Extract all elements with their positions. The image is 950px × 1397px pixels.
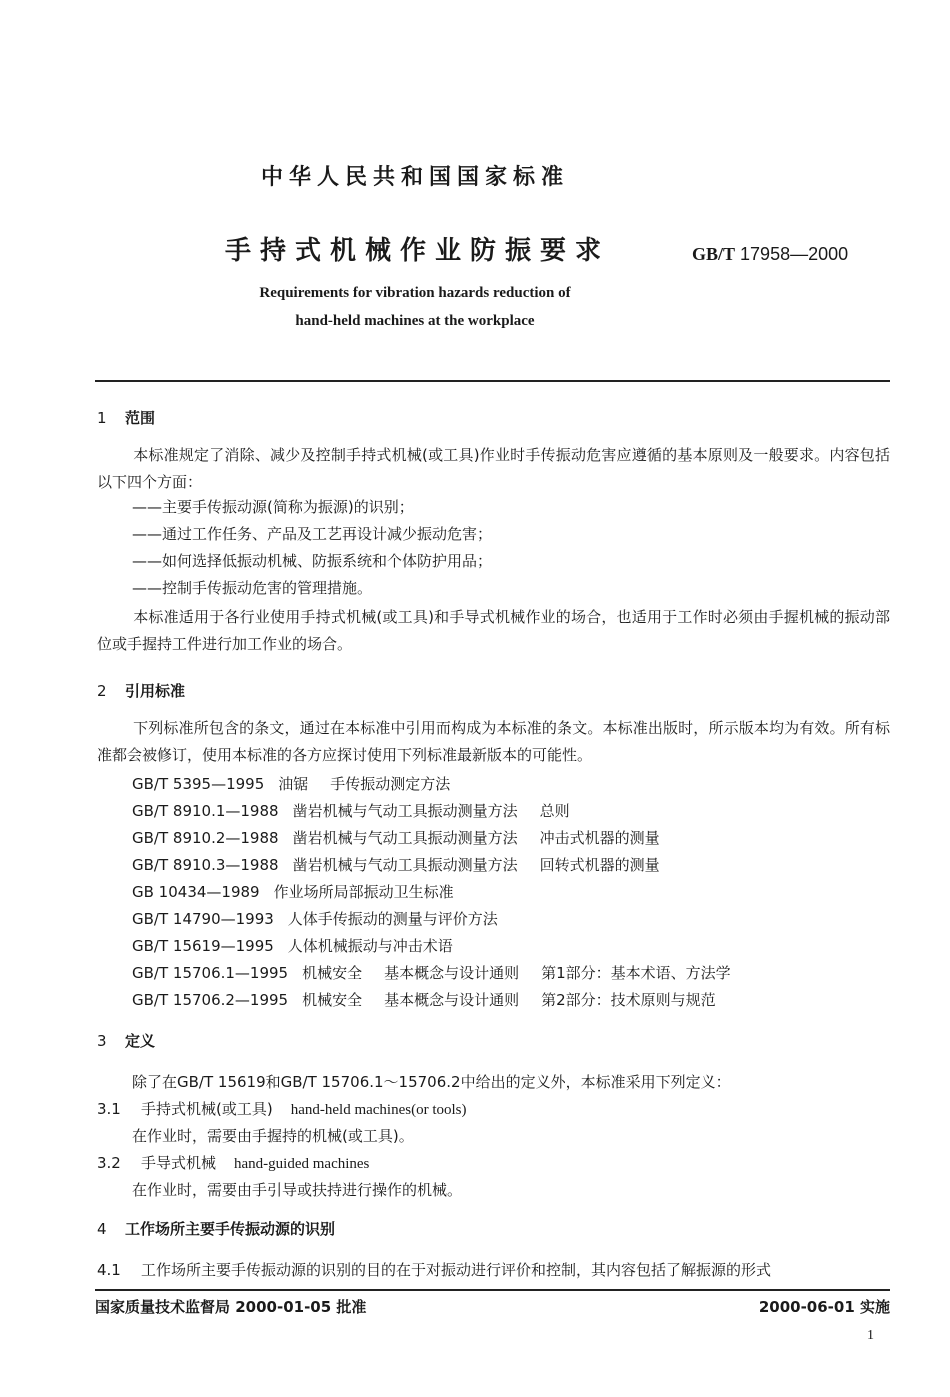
section-1-paragraph-2 <box>97 604 890 658</box>
section-2-paragraph-1 <box>97 715 890 769</box>
paragraph-text: 本标准规定了消除、减少及控制手持式机械(或工具)作业时手传振动危害应遵循的基本原则及一般要求。内容包括以下四个方面： <box>97 446 890 491</box>
standard-title-en-line2: hand-held machines at the workplace <box>295 313 535 329</box>
section-title: 工作场所主要手传振动源的识别 <box>125 1220 336 1238</box>
reference-item <box>132 962 731 983</box>
reference-subtitle: 回转式机器的测量 <box>539 856 660 874</box>
definition-term-en: hand-guided machines <box>234 1156 370 1172</box>
section-number: 2 <box>97 682 107 700</box>
section-title: 定义 <box>125 1032 156 1050</box>
reference-title: 机械安全 <box>302 991 363 1009</box>
reference-title: 机械安全 <box>302 964 363 982</box>
reference-title: 人体机械振动与冲击术语 <box>287 937 453 955</box>
footer-rule <box>95 1289 890 1291</box>
section-3-heading <box>97 1030 155 1051</box>
section-number: 3 <box>97 1032 107 1050</box>
definition-number: 3.1 <box>97 1100 121 1118</box>
reference-item <box>132 989 716 1010</box>
reference-title: 油锯 <box>278 775 309 793</box>
reference-code: GB 10434—1989 <box>132 883 260 901</box>
standard-prefix: GB/T <box>692 244 736 264</box>
reference-code: GB/T 8910.2—1988 <box>132 829 279 847</box>
reference-code: GB/T 15706.1—1995 <box>132 964 289 982</box>
national-standard-heading: 中华人民共和国国家标准 <box>260 165 569 190</box>
definition-term-zh: 手导式机械 <box>141 1154 217 1172</box>
section-title: 范围 <box>125 409 156 427</box>
subsection-text: 工作场所主要手传振动源的识别的目的在于对振动进行评价和控制，其内容包括了解振源的形式 <box>141 1261 772 1279</box>
reference-part: 第2部分：技术原则与规范 <box>541 991 716 1009</box>
reference-subtitle: 总则 <box>539 802 570 820</box>
section-number: 1 <box>97 409 107 427</box>
reference-item <box>132 935 453 956</box>
definition-number: 3.2 <box>97 1154 121 1172</box>
definition-term <box>97 1152 369 1173</box>
reference-part: 第1部分：基本术语、方法学 <box>541 964 731 982</box>
reference-title: 凿岩机械与气动工具振动测量方法 <box>292 856 518 874</box>
reference-title: 凿岩机械与气动工具振动测量方法 <box>292 802 518 820</box>
section-number: 4 <box>97 1220 107 1238</box>
subsection-number: 4.1 <box>97 1261 121 1279</box>
definition-description: 在作业时，需要由手引导或扶持进行操作的机械。 <box>132 1181 463 1199</box>
reference-item <box>132 881 454 902</box>
list-item: ——主要手传振动源(简称为振源)的识别； <box>132 498 414 516</box>
standard-title-en-line1: Requirements for vibration hazards reduction of <box>259 285 571 301</box>
paragraph-text: 下列标准所包含的条文，通过在本标准中引用而构成为本标准的条文。本标准出版时，所示版本均为有效。所有标准都会被修订，使用本标准的各方应探讨使用下列标准最新版本的可能性。 <box>97 719 890 764</box>
reference-item <box>132 827 660 848</box>
reference-code: GB/T 14790—1993 <box>132 910 274 928</box>
list-item: ——控制手传振动危害的管理措施。 <box>132 579 373 597</box>
subsection-4-1 <box>97 1259 771 1280</box>
reference-item <box>132 854 660 875</box>
section-3-intro: 除了在GB/T 15619和GB/T 15706.1～15706.2中给出的定义外，本标准采用下列定义： <box>132 1073 731 1091</box>
reference-item <box>132 773 450 794</box>
reference-title: 作业场所局部振动卫生标准 <box>273 883 454 901</box>
definition-term <box>97 1098 467 1119</box>
definition-description: 在作业时，需要由手握持的机械(或工具)。 <box>132 1127 414 1145</box>
reference-title: 凿岩机械与气动工具振动测量方法 <box>292 829 518 847</box>
effective-line: 2000-06-01 实施 <box>758 1298 890 1316</box>
list-item: ——如何选择低振动机械、防振系统和个体防护用品； <box>132 552 493 570</box>
standard-number <box>692 244 848 265</box>
section-1-heading <box>97 407 155 428</box>
standard-title-zh: 手持式机械作业防振要求 <box>225 236 611 266</box>
definition-term-zh: 手持式机械(或工具) <box>141 1100 273 1118</box>
reference-code: GB/T 5395—1995 <box>132 775 265 793</box>
reference-subtitle: 基本概念与设计通则 <box>384 991 520 1009</box>
list-item: ——通过工作任务、产品及工艺再设计减少振动危害； <box>132 525 493 543</box>
reference-subtitle: 手传振动测定方法 <box>330 775 451 793</box>
definition-term-en: hand-held machines(or tools) <box>290 1102 467 1118</box>
header-rule <box>95 380 890 382</box>
section-1-paragraph-1 <box>97 442 890 496</box>
section-title: 引用标准 <box>125 682 186 700</box>
reference-code: GB/T 15706.2—1995 <box>132 991 289 1009</box>
reference-item <box>132 800 570 821</box>
reference-subtitle: 冲击式机器的测量 <box>539 829 660 847</box>
reference-subtitle: 基本概念与设计通则 <box>384 964 520 982</box>
approval-line: 国家质量技术监督局 2000-01-05 批准 <box>95 1298 367 1316</box>
section-4-heading <box>97 1218 335 1239</box>
section-2-heading <box>97 680 185 701</box>
reference-code: GB/T 15619—1995 <box>132 937 274 955</box>
paragraph-text: 本标准适用于各行业使用手持式机械(或工具)和手导式机械作业的场合，也适用于工作时必须由手握机械的振动部位或手握持工件进行加工作业的场合。 <box>97 608 890 653</box>
reference-code: GB/T 8910.1—1988 <box>132 802 279 820</box>
standard-code: 17958—2000 <box>740 244 849 264</box>
page-number: 1 <box>867 1328 874 1343</box>
reference-item <box>132 908 498 929</box>
reference-code: GB/T 8910.3—1988 <box>132 856 279 874</box>
reference-title: 人体手传振动的测量与评价方法 <box>287 910 498 928</box>
